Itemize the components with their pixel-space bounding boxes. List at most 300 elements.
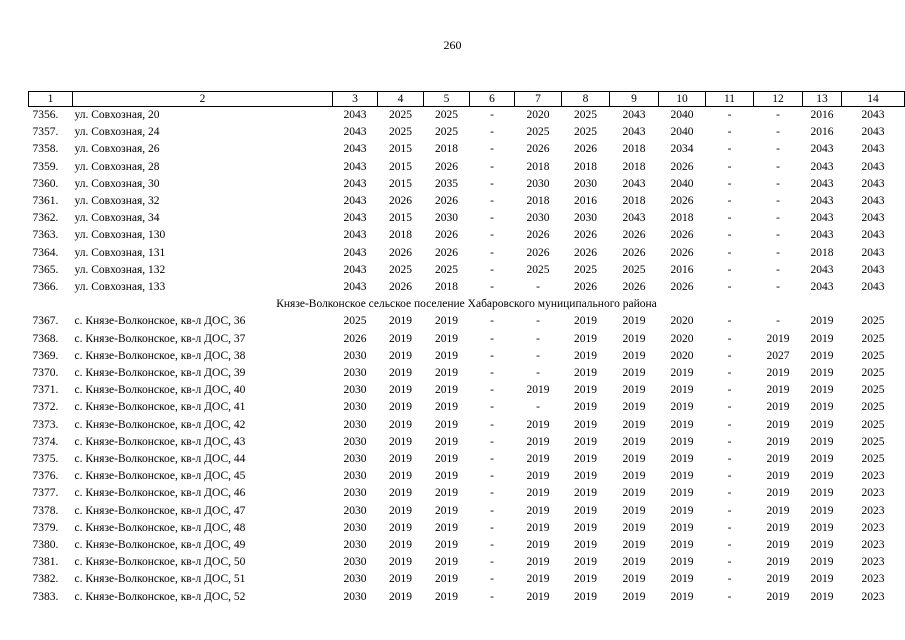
- row-address: ул. Совхозная, 20: [74, 109, 160, 121]
- year-cell: 2019: [810, 521, 834, 534]
- table-row: [29, 382, 905, 399]
- year-cell: 2026: [389, 246, 412, 259]
- row-number: 7383.: [32, 590, 59, 603]
- row-address: ул. Совхозная, 28: [74, 160, 160, 173]
- year-cell: -: [727, 126, 732, 139]
- year-cell: 2025: [574, 126, 597, 139]
- year-cell: 2043: [343, 281, 367, 294]
- year-cell: 2020: [526, 109, 550, 121]
- year-cell: -: [490, 470, 494, 483]
- year-cell: 2019: [389, 332, 412, 345]
- year-cell: 2019: [810, 401, 834, 414]
- year-cell: -: [727, 212, 732, 225]
- year-cell: 2019: [435, 487, 458, 500]
- year-cell: 2019: [622, 573, 646, 586]
- row-number: 7374.: [32, 435, 59, 448]
- year-cell: 2019: [574, 453, 597, 466]
- year-cell: 2043: [343, 246, 367, 259]
- year-cell: 2019: [810, 539, 834, 552]
- year-cell: 2019: [574, 315, 597, 328]
- year-cell: 2026: [343, 332, 367, 345]
- year-cell: 2019: [574, 332, 597, 345]
- year-cell: 2043: [810, 177, 834, 190]
- year-cell: 2030: [343, 556, 367, 569]
- year-cell: 2019: [622, 418, 646, 431]
- year-cell: -: [727, 590, 732, 603]
- year-cell: -: [536, 367, 540, 380]
- year-cell: 2043: [343, 195, 367, 208]
- year-cell: 2019: [435, 470, 458, 483]
- year-cell: 2043: [343, 212, 367, 225]
- table-row: [29, 589, 905, 606]
- year-cell: 2025: [861, 367, 885, 380]
- year-cell: -: [776, 195, 780, 208]
- row-number: 7376.: [32, 470, 59, 483]
- year-cell: 2030: [343, 470, 367, 483]
- year-cell: 2043: [343, 229, 367, 242]
- year-cell: 2019: [810, 315, 834, 328]
- column-header: 1: [29, 92, 73, 107]
- year-cell: 2019: [622, 470, 646, 483]
- row-address: с. Князе-Волконское, кв-л ДОС, 41: [74, 401, 246, 414]
- year-cell: 2019: [622, 590, 646, 603]
- row-address: с. Князе-Волконское, кв-л ДОС, 38: [74, 349, 246, 362]
- column-header: 9: [610, 92, 659, 107]
- row-number: 7357.: [32, 126, 59, 139]
- table-row: [29, 313, 905, 330]
- year-cell: -: [776, 315, 780, 328]
- row-number: 7359.: [32, 160, 59, 173]
- year-cell: 2019: [389, 401, 412, 414]
- header-row: [29, 92, 905, 107]
- year-cell: 2019: [435, 504, 458, 517]
- year-cell: 2025: [861, 384, 885, 397]
- year-cell: 2025: [861, 401, 885, 414]
- row-address: с. Князе-Волконское, кв-л ДОС, 44: [74, 453, 246, 466]
- year-cell: 2019: [526, 504, 550, 517]
- year-cell: 2019: [389, 521, 412, 534]
- year-cell: -: [490, 195, 494, 208]
- year-cell: 2026: [435, 195, 458, 208]
- year-cell: 2043: [343, 160, 367, 173]
- row-number: 7367.: [32, 315, 59, 328]
- column-header: 13: [803, 92, 842, 107]
- year-cell: 2026: [574, 143, 597, 156]
- table-row: [29, 537, 905, 554]
- year-cell: 2019: [622, 504, 646, 517]
- table-row: [29, 193, 905, 210]
- year-cell: 2043: [861, 126, 885, 139]
- year-cell: 2019: [810, 418, 834, 431]
- year-cell: 2019: [574, 521, 597, 534]
- row-number: 7378.: [32, 504, 59, 517]
- year-cell: 2019: [435, 590, 458, 603]
- year-cell: 2018: [526, 195, 550, 208]
- section-title: Князе-Волконское сельское поселение Хабаровского муниципального района: [276, 298, 657, 311]
- year-cell: -: [490, 109, 494, 121]
- year-cell: 2019: [622, 556, 646, 569]
- year-cell: 2019: [810, 590, 834, 603]
- year-cell: 2023: [861, 470, 885, 483]
- row-number: 7381.: [32, 556, 59, 569]
- year-cell: 2018: [622, 143, 646, 156]
- table-row: [29, 107, 905, 125]
- year-cell: -: [490, 435, 494, 448]
- row-number: 7380.: [32, 539, 59, 552]
- year-cell: -: [490, 212, 494, 225]
- year-cell: 2026: [574, 229, 597, 242]
- year-cell: 2023: [861, 590, 885, 603]
- row-number: 7356.: [32, 109, 59, 121]
- row-address: ул. Совхозная, 26: [74, 143, 160, 156]
- year-cell: 2030: [343, 453, 367, 466]
- year-cell: 2019: [670, 539, 694, 552]
- row-address: с. Князе-Волконское, кв-л ДОС, 46: [74, 487, 246, 500]
- year-cell: -: [727, 177, 732, 190]
- year-cell: 2030: [435, 212, 458, 225]
- year-cell: -: [776, 212, 780, 225]
- year-cell: -: [490, 401, 494, 414]
- year-cell: -: [490, 556, 494, 569]
- year-cell: -: [727, 332, 732, 345]
- year-cell: 2043: [861, 281, 885, 294]
- table-row: [29, 141, 905, 158]
- row-address: ул. Совхозная, 132: [74, 263, 166, 276]
- year-cell: 2015: [389, 177, 412, 190]
- year-cell: -: [490, 160, 494, 173]
- year-cell: -: [776, 177, 780, 190]
- row-address: с. Князе-Волконское, кв-л ДОС, 50: [74, 556, 246, 569]
- year-cell: 2019: [389, 539, 412, 552]
- year-cell: 2015: [389, 160, 412, 173]
- row-number: 7365.: [32, 263, 59, 276]
- year-cell: 2027: [766, 349, 790, 362]
- year-cell: 2019: [670, 556, 694, 569]
- year-cell: 2019: [670, 504, 694, 517]
- year-cell: 2025: [526, 126, 550, 139]
- year-cell: -: [490, 590, 494, 603]
- row-address: ул. Совхозная, 34: [74, 212, 160, 225]
- year-cell: 2025: [861, 435, 885, 448]
- year-cell: -: [727, 573, 732, 586]
- year-cell: 2026: [435, 229, 458, 242]
- column-header: 8: [562, 92, 610, 107]
- year-cell: 2026: [574, 246, 597, 259]
- year-cell: 2019: [622, 453, 646, 466]
- year-cell: 2026: [670, 195, 694, 208]
- row-number: 7358.: [32, 143, 59, 156]
- column-header: 11: [706, 92, 754, 107]
- year-cell: 2018: [574, 160, 597, 173]
- year-cell: -: [727, 143, 732, 156]
- year-cell: 2019: [766, 332, 790, 345]
- year-cell: -: [727, 367, 732, 380]
- year-cell: 2019: [810, 332, 834, 345]
- year-cell: 2026: [526, 246, 550, 259]
- year-cell: 2019: [435, 453, 458, 466]
- year-cell: -: [536, 332, 540, 345]
- year-cell: 2030: [343, 435, 367, 448]
- row-address: с. Князе-Волконское, кв-л ДОС, 40: [74, 384, 246, 397]
- year-cell: 2019: [526, 539, 550, 552]
- year-cell: 2043: [810, 229, 834, 242]
- year-cell: 2023: [861, 556, 885, 569]
- year-cell: 2019: [389, 590, 412, 603]
- year-cell: 2018: [435, 281, 458, 294]
- year-cell: 2019: [766, 453, 790, 466]
- table-row: [29, 417, 905, 434]
- year-cell: -: [727, 470, 732, 483]
- year-cell: 2023: [861, 573, 885, 586]
- year-cell: 2026: [670, 246, 694, 259]
- year-cell: 2025: [861, 349, 885, 362]
- year-cell: 2019: [389, 367, 412, 380]
- year-cell: 2019: [574, 418, 597, 431]
- row-number: 7364.: [32, 246, 59, 259]
- table-row: [29, 399, 905, 416]
- row-number: 7382.: [32, 573, 59, 586]
- year-cell: -: [776, 246, 780, 259]
- year-cell: 2025: [622, 263, 646, 276]
- year-cell: 2019: [526, 521, 550, 534]
- row-address: ул. Совхозная, 133: [74, 281, 166, 294]
- year-cell: 2043: [810, 281, 834, 294]
- year-cell: 2035: [435, 177, 458, 190]
- row-number: 7362.: [32, 212, 59, 225]
- year-cell: 2019: [389, 384, 412, 397]
- year-cell: -: [490, 332, 494, 345]
- year-cell: 2043: [810, 212, 834, 225]
- year-cell: 2019: [389, 504, 412, 517]
- table-row: [29, 124, 905, 141]
- year-cell: -: [727, 315, 732, 328]
- year-cell: -: [727, 435, 732, 448]
- year-cell: 2019: [810, 435, 834, 448]
- year-cell: 2034: [670, 143, 694, 156]
- table-body: [29, 107, 905, 606]
- year-cell: 2019: [435, 573, 458, 586]
- year-cell: 2019: [622, 435, 646, 448]
- year-cell: -: [490, 246, 494, 259]
- year-cell: 2019: [435, 315, 458, 328]
- year-cell: 2030: [343, 349, 367, 362]
- year-cell: -: [490, 367, 494, 380]
- row-number: 7371.: [32, 384, 59, 397]
- row-number: 7368.: [32, 332, 59, 345]
- year-cell: 2020: [670, 349, 694, 362]
- year-cell: 2043: [810, 160, 834, 173]
- year-cell: 2019: [435, 556, 458, 569]
- year-cell: 2019: [574, 539, 597, 552]
- year-cell: 2019: [435, 349, 458, 362]
- table-row: [29, 434, 905, 451]
- year-cell: 2018: [435, 143, 458, 156]
- year-cell: 2043: [861, 109, 885, 121]
- year-cell: 2019: [766, 504, 790, 517]
- year-cell: 2019: [574, 384, 597, 397]
- year-cell: 2019: [766, 435, 790, 448]
- row-number: 7360.: [32, 177, 59, 190]
- year-cell: 2019: [574, 504, 597, 517]
- year-cell: 2043: [861, 195, 885, 208]
- year-cell: -: [490, 229, 494, 242]
- year-cell: 2019: [526, 435, 550, 448]
- year-cell: 2025: [389, 263, 412, 276]
- year-cell: 2023: [861, 539, 885, 552]
- year-cell: -: [727, 556, 732, 569]
- year-cell: 2019: [670, 573, 694, 586]
- year-cell: 2019: [810, 487, 834, 500]
- year-cell: 2023: [861, 504, 885, 517]
- year-cell: 2019: [389, 556, 412, 569]
- year-cell: 2019: [766, 367, 790, 380]
- year-cell: 2025: [861, 332, 885, 345]
- year-cell: 2030: [343, 590, 367, 603]
- year-cell: 2019: [389, 487, 412, 500]
- year-cell: 2019: [574, 349, 597, 362]
- year-cell: 2019: [526, 453, 550, 466]
- table-row: [29, 520, 905, 537]
- year-cell: 2019: [766, 418, 790, 431]
- year-cell: 2019: [622, 349, 646, 362]
- year-cell: 2019: [574, 470, 597, 483]
- year-cell: 2023: [861, 521, 885, 534]
- year-cell: 2025: [389, 109, 412, 121]
- row-number: 7373.: [32, 418, 59, 431]
- year-cell: 2019: [574, 487, 597, 500]
- table-row: [29, 554, 905, 571]
- row-address: с. Князе-Волконское, кв-л ДОС, 45: [74, 470, 246, 483]
- table-row: [29, 176, 905, 193]
- column-header: 7: [515, 92, 562, 107]
- year-cell: -: [490, 126, 494, 139]
- year-cell: -: [727, 229, 732, 242]
- year-cell: 2043: [861, 160, 885, 173]
- year-cell: 2026: [622, 229, 646, 242]
- year-cell: 2025: [435, 126, 458, 139]
- year-cell: 2019: [574, 367, 597, 380]
- page-number: 260: [443, 38, 462, 52]
- column-header: 5: [424, 92, 470, 107]
- year-cell: 2019: [810, 367, 834, 380]
- year-cell: 2019: [810, 470, 834, 483]
- year-cell: 2019: [574, 556, 597, 569]
- year-cell: 2019: [622, 487, 646, 500]
- row-address: с. Князе-Волконское, кв-л ДОС, 52: [74, 590, 246, 603]
- year-cell: 2043: [343, 109, 367, 121]
- year-cell: 2019: [766, 401, 790, 414]
- table-row: [29, 245, 905, 262]
- year-cell: 2019: [622, 315, 646, 328]
- year-cell: 2030: [343, 487, 367, 500]
- row-address: с. Князе-Волконское, кв-л ДОС, 51: [74, 573, 246, 586]
- year-cell: -: [727, 504, 732, 517]
- row-address: ул. Совхозная, 130: [74, 229, 166, 242]
- year-cell: 2019: [526, 418, 550, 431]
- year-cell: 2030: [526, 177, 550, 190]
- year-cell: -: [536, 281, 540, 294]
- year-cell: -: [490, 143, 494, 156]
- column-header: 4: [378, 92, 424, 107]
- year-cell: 2043: [810, 195, 834, 208]
- year-cell: 2019: [670, 401, 694, 414]
- year-cell: 2019: [435, 384, 458, 397]
- year-cell: -: [490, 418, 494, 431]
- year-cell: 2026: [389, 281, 412, 294]
- row-address: с. Князе-Волконское, кв-л ДОС, 47: [74, 504, 246, 517]
- column-header: 2: [73, 92, 333, 107]
- year-cell: 2019: [526, 573, 550, 586]
- year-cell: 2040: [670, 126, 694, 139]
- table-row: [29, 227, 905, 244]
- year-cell: 2030: [343, 521, 367, 534]
- year-cell: 2018: [389, 229, 412, 242]
- year-cell: 2019: [389, 349, 412, 362]
- year-cell: 2019: [766, 521, 790, 534]
- year-cell: -: [727, 521, 732, 534]
- year-cell: 2019: [435, 332, 458, 345]
- year-cell: 2043: [622, 109, 646, 121]
- year-cell: 2019: [435, 367, 458, 380]
- year-cell: 2043: [861, 143, 885, 156]
- year-cell: -: [536, 349, 540, 362]
- year-cell: 2019: [670, 487, 694, 500]
- year-cell: 2019: [574, 401, 597, 414]
- year-cell: -: [490, 539, 494, 552]
- row-address: ул. Совхозная, 131: [74, 246, 166, 259]
- year-cell: 2019: [766, 539, 790, 552]
- year-cell: -: [727, 539, 732, 552]
- year-cell: 2019: [435, 539, 458, 552]
- year-cell: 2030: [343, 367, 367, 380]
- row-number: 7372.: [32, 401, 59, 414]
- year-cell: 2019: [670, 453, 694, 466]
- year-cell: -: [776, 109, 780, 121]
- year-cell: 2019: [766, 487, 790, 500]
- year-cell: 2030: [343, 504, 367, 517]
- year-cell: 2019: [526, 590, 550, 603]
- year-cell: -: [727, 195, 732, 208]
- year-cell: 2016: [670, 263, 694, 276]
- row-address: с. Князе-Волконское, кв-л ДОС, 43: [74, 435, 246, 448]
- year-cell: 2019: [435, 401, 458, 414]
- year-cell: 2025: [861, 453, 885, 466]
- year-cell: -: [490, 453, 494, 466]
- year-cell: 2043: [343, 126, 367, 139]
- year-cell: -: [490, 349, 494, 362]
- year-cell: 2019: [810, 349, 834, 362]
- year-cell: -: [776, 160, 780, 173]
- row-address: с. Князе-Волконское, кв-л ДОС, 37: [74, 332, 246, 345]
- row-address: ул. Совхозная, 24: [74, 126, 160, 139]
- table-row: [29, 571, 905, 588]
- year-cell: -: [776, 126, 780, 139]
- column-header: 12: [754, 92, 803, 107]
- year-cell: -: [490, 177, 494, 190]
- year-cell: -: [490, 504, 494, 517]
- row-number: 7370.: [32, 367, 59, 380]
- year-cell: 2019: [670, 435, 694, 448]
- year-cell: 2019: [526, 556, 550, 569]
- year-cell: -: [727, 418, 732, 431]
- year-cell: 2019: [622, 384, 646, 397]
- year-cell: 2025: [861, 315, 885, 328]
- year-cell: -: [727, 453, 732, 466]
- year-cell: 2026: [435, 246, 458, 259]
- year-cell: 2043: [622, 126, 646, 139]
- year-cell: 2026: [622, 281, 646, 294]
- year-cell: 2018: [622, 160, 646, 173]
